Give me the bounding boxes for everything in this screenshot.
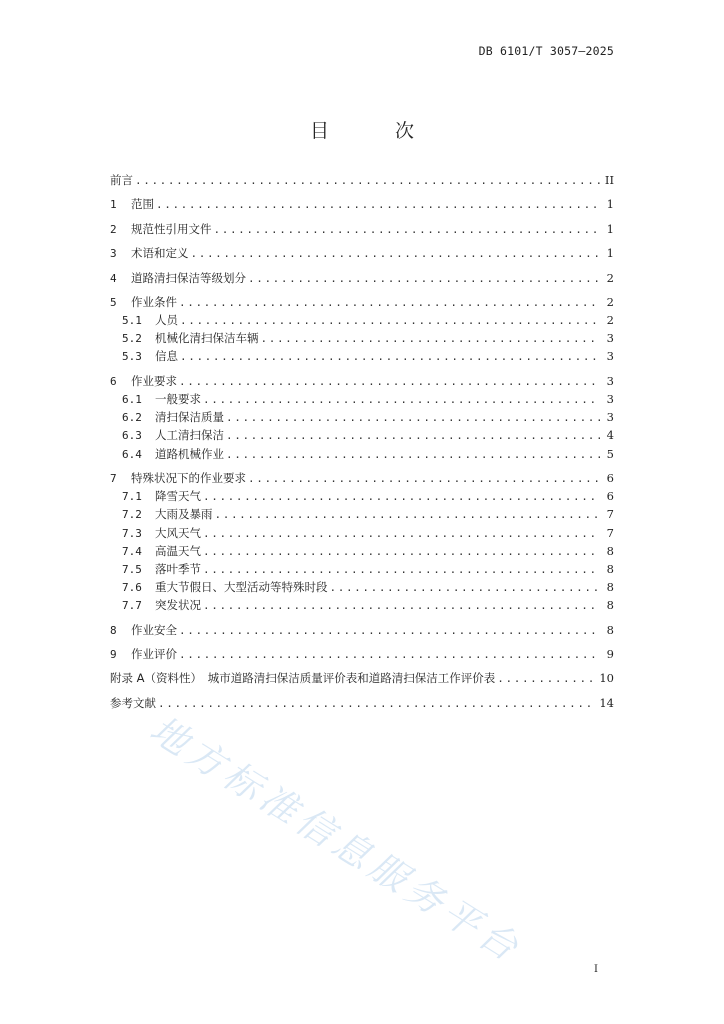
toc-entry-label: 大雨及暴雨 [155,507,213,522]
toc-entry-label: 规范性引用文件 [131,221,212,236]
toc-entry-page: 8 [606,622,614,637]
toc-entry-label: 人员 [155,313,178,328]
toc-entry-page: 7 [606,525,614,540]
toc-entry-label: 重大节假日、大型活动等特殊时段 [155,580,328,595]
toc-entry-page: 2 [606,313,614,328]
toc-entry-label: 清扫保洁质量 [155,410,224,425]
toc-leader-dots [158,695,595,713]
toc-leader-dots [191,245,601,263]
toc-leader-dots [203,391,600,409]
toc-leader-dots [179,622,600,640]
toc-leader-dots [261,330,601,348]
toc-entry-number: 4 [110,271,117,285]
toc-entry-label: 突发状况 [155,598,201,613]
toc-entry-1[interactable] [110,195,614,213]
toc-entry-label: 落叶季节 [155,561,201,576]
toc-entry-8[interactable] [110,621,614,639]
toc-entry-label: 前言 [110,173,133,187]
toc-entry-6-2[interactable] [110,408,614,426]
toc-entry-page: 3 [606,410,614,425]
toc-entry-foreword[interactable] [110,171,614,189]
toc-entry-number: 7 [110,471,117,485]
toc-entry-page: 2 [606,294,614,309]
toc-leader-dots [226,409,600,427]
toc-entry-number: 5 [110,295,117,309]
toc-entry-5-1[interactable] [110,311,614,329]
toc-leader-dots [203,525,600,543]
toc-entry-label: 作业安全 [131,622,177,637]
toc-entry-page: 2 [606,270,614,285]
toc-entry-7[interactable] [110,469,614,487]
toc-leader-dots [180,348,600,366]
toc-entry-number: 7.3 [122,526,142,540]
toc-entry-3[interactable] [110,244,614,262]
toc-entry-page: 6 [606,489,614,504]
toc-entry-7-7[interactable] [110,596,614,614]
toc-entry-7-4[interactable] [110,542,614,560]
toc-entry-label: 作业评价 [131,647,177,661]
toc-entry-6-4[interactable] [110,445,614,463]
toc-entry-page: 5 [606,446,614,461]
toc-entry-number: 8 [110,623,117,637]
toc-entry-page: 8 [606,561,614,576]
toc-entry-label: 信息 [155,349,178,364]
toc-entry-page: 3 [606,392,614,406]
toc-leader-dots [179,646,600,664]
toc-entry-6[interactable] [110,372,614,390]
toc-entry-page: 1 [606,246,614,261]
toc-entry-label: 作业条件 [131,294,177,309]
toc-leader-dots [248,270,600,288]
toc-entry-label: 一般要求 [155,392,201,406]
toc-entry-number: 7.5 [122,562,142,576]
toc-entry-5[interactable] [110,293,614,311]
toc-entry-page: 6 [606,470,614,485]
toc-leader-dots [203,543,600,561]
toc-entry-6-3[interactable] [110,426,614,444]
page-number: I [594,964,598,975]
toc-leader-dots [156,196,600,214]
toc-entry-label: 机械化清扫保洁车辆 [155,331,259,346]
toc-entry-5-2[interactable] [110,329,614,347]
toc-entry-label: 大风天气 [155,525,201,540]
toc-entry-page: 14 [599,695,614,710]
toc-entry-references[interactable] [110,694,614,712]
toc-entry-page: 7 [606,507,614,522]
toc-entry-number: 5.1 [122,314,142,328]
toc-entry-label: 特殊状况下的作业要求 [131,470,246,485]
toc-entry-number: 6.2 [122,411,142,425]
toc-entry-label: 参考文献 [110,695,156,710]
toc-entry-label: 作业要求 [131,373,177,388]
toc-entry-number: 9 [110,648,117,661]
toc-entry-6-1[interactable] [110,390,614,408]
toc-entry-4[interactable] [110,269,614,287]
toc-entry-7-1[interactable] [110,487,614,505]
toc-entry-2[interactable] [110,220,614,238]
toc-entry-number: 7.6 [122,581,142,595]
toc-entry-page: II [604,173,614,187]
table-of-contents [110,171,614,712]
toc-entry-page: 8 [606,598,614,613]
toc-entry-number: 5.2 [122,332,142,346]
toc-leader-dots [135,172,600,190]
toc-entry-page: 8 [606,543,614,558]
toc-entry-number: 3 [110,247,117,261]
toc-entry-page: 1 [606,197,614,212]
toc-leader-dots [248,470,600,488]
toc-entry-label: 降雪天气 [155,489,201,504]
toc-entry-9[interactable] [110,645,614,663]
toc-leader-dots [203,561,600,579]
toc-entry-page: 3 [606,349,614,364]
document-code: DB 6101/T 3057—2025 [478,44,614,58]
toc-entry-7-2[interactable] [110,505,614,523]
toc-leader-dots [330,579,601,597]
toc-leader-dots [179,373,600,391]
toc-leader-dots [497,670,595,688]
toc-entry-number: 6 [110,374,117,388]
toc-entry-label: 道路机械作业 [155,446,224,461]
toc-entry-page: 8 [606,580,614,595]
toc-entry-number: 7.2 [122,508,142,522]
toc-entry-page: 3 [606,331,614,346]
toc-leader-dots [179,294,600,312]
toc-leader-dots [226,446,600,464]
toc-entry-number: 7.4 [122,544,142,558]
toc-entry-7-3[interactable] [110,524,614,542]
watermark: 地方标准信息服务平台 [142,707,530,972]
toc-entry-number: 5.3 [122,350,142,364]
toc-leader-dots [203,488,600,506]
toc-entry-page: 3 [606,373,614,388]
toc-leader-dots [203,597,600,615]
toc-entry-number: 6.1 [122,393,142,406]
toc-entry-number: 6.3 [122,429,142,443]
toc-entry-number: 7.1 [122,490,142,504]
toc-leader-dots [215,506,601,524]
toc-entry-page: 9 [606,647,614,661]
toc-entry-number: 7.7 [122,599,142,613]
toc-title: 目 次 [309,120,445,142]
toc-entry-label: 道路清扫保洁等级划分 [131,270,246,285]
toc-leader-dots [180,312,600,330]
toc-entry-label: 人工清扫保洁 [155,428,224,443]
toc-entry-number: 1 [110,198,117,212]
toc-entry-page: 4 [606,428,614,443]
toc-entry-number: 6.4 [122,447,142,461]
toc-leader-dots [214,221,601,239]
toc-leader-dots [226,427,600,445]
toc-entry-page: 1 [606,221,614,236]
toc-entry-label: 高温天气 [155,543,201,558]
toc-entry-label: 附录 A（资料性） 城市道路清扫保洁质量评价表和道路清扫保洁工作评价表 [110,671,496,686]
toc-entry-number: 2 [110,222,117,236]
toc-entry-7-6[interactable] [110,578,614,596]
toc-entry-label: 范围 [131,197,154,212]
toc-entry-appendix-a[interactable] [110,669,614,687]
toc-entry-5-3[interactable] [110,347,614,365]
toc-entry-7-5[interactable] [110,560,614,578]
toc-entry-page: 10 [599,671,614,686]
toc-entry-label: 术语和定义 [131,246,189,261]
